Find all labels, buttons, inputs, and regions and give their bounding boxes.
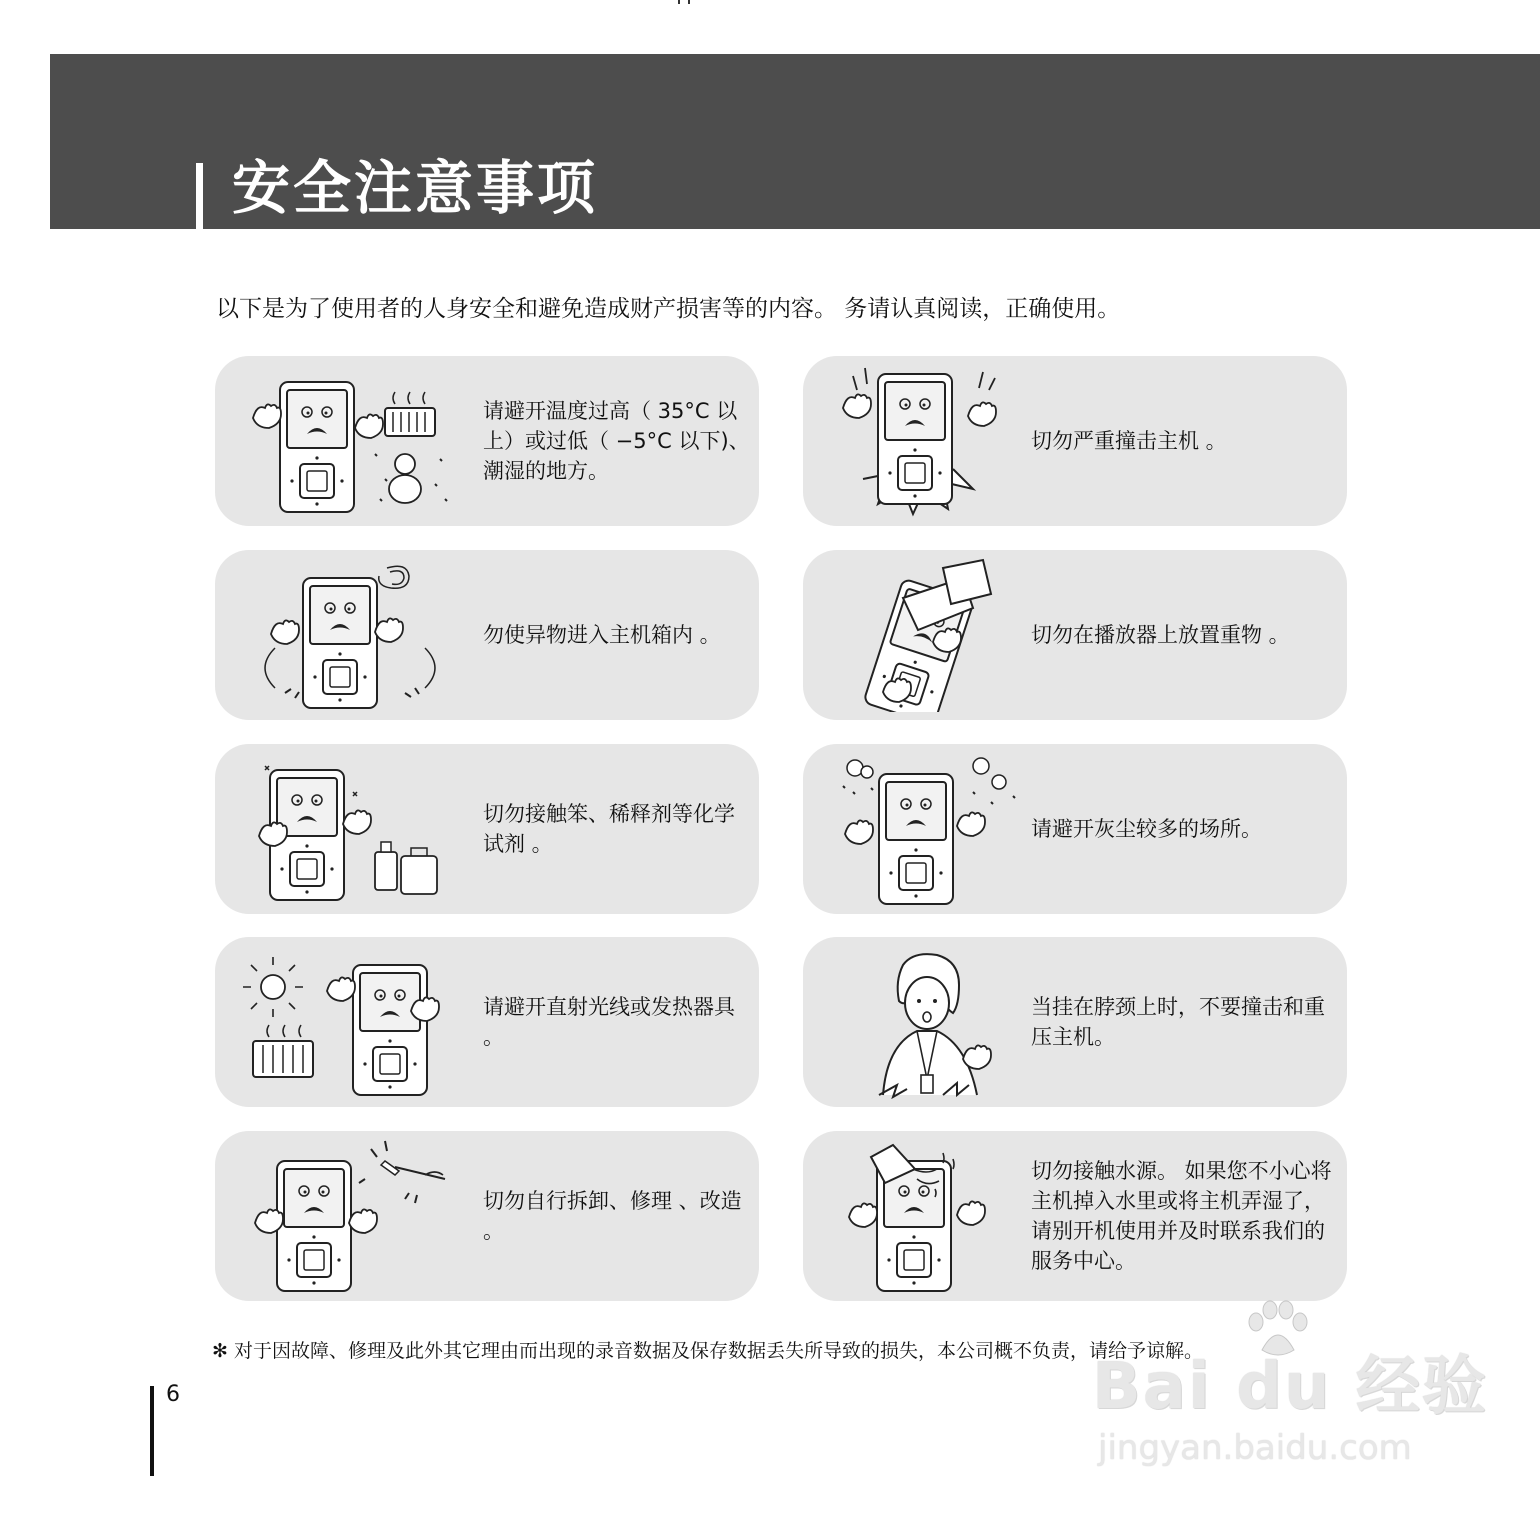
safety-card-neck-strap — [803, 937, 1347, 1107]
footnote-disclaimer: ✻ 对于因故障、修理及此外其它理由而出现的录音数据及保存数据丢失所导致的损失，本公司概不负责，请给予谅解。 — [212, 1340, 1203, 1362]
neck-strap-icon — [823, 945, 1053, 1099]
disassembly-icon — [235, 1139, 465, 1293]
caption-chemical: 切勿接触笨、稀释剂等化学试剂 。 — [483, 802, 735, 856]
caption-water: 切勿接触水源。 如果您不小心将主机掉入水里或将主机弄湿了，请别开机使用并及时联系我们的服务中心。 — [1031, 1159, 1332, 1273]
caption-neck-strap: 当挂在脖颈上时，不要撞击和重压主机。 — [1031, 995, 1325, 1049]
caption-dust: 请避开灰尘较多的场所。 — [1031, 817, 1262, 841]
page-rule — [150, 1386, 154, 1476]
safety-card-dust — [803, 744, 1347, 914]
safety-card-chemical — [215, 744, 759, 914]
caption-sunlight: 请避开直射光线或发热器具 。 — [483, 995, 735, 1049]
water-icon — [823, 1139, 1053, 1293]
top-crop-mark — [676, 0, 700, 4]
heavy-object-icon — [823, 558, 1053, 712]
safety-card-water — [803, 1131, 1347, 1301]
safety-card-temperature — [215, 356, 759, 526]
page-number: 6 — [166, 1382, 180, 1407]
header-accent-bar — [196, 163, 203, 229]
safety-card-foreign-object — [215, 550, 759, 720]
foreign-object-icon — [235, 558, 465, 712]
chemical-icon — [235, 752, 465, 906]
caption-heavy-object: 切勿在播放器上放置重物 。 — [1031, 623, 1290, 647]
baidu-watermark — [1092, 1300, 1488, 1480]
safety-card-heavy-object — [803, 550, 1347, 720]
sunlight-heater-icon — [235, 945, 465, 1099]
safety-card-disassembly — [215, 1131, 759, 1301]
caption-impact: 切勿严重撞击主机 。 — [1031, 429, 1227, 453]
dust-icon — [823, 752, 1053, 906]
caption-foreign-object: 勿使异物进入主机箱内 。 — [483, 623, 721, 647]
heat-and-cold-icon — [235, 364, 465, 518]
intro-text: 以下是为了使用者的人身安全和避免造成财产损害等的内容。 务请认真阅读，正确使用。 — [216, 296, 1121, 322]
safety-card-impact — [803, 356, 1347, 526]
caption-temperature: 请避开温度过高（ 35°C 以上）或过低（ −5°C 以下)、潮湿的地方。 — [483, 399, 750, 483]
page-title: 安全注意事项 — [232, 154, 599, 222]
impact-icon — [823, 364, 1053, 518]
watermark-url: jingyan.baidu.com — [1098, 1428, 1412, 1468]
caption-disassembly: 切勿自行拆卸、修理 、改造 。 — [483, 1189, 742, 1243]
safety-card-sunlight — [215, 937, 759, 1107]
watermark-brand: Bai du 经验 — [1092, 1350, 1488, 1424]
